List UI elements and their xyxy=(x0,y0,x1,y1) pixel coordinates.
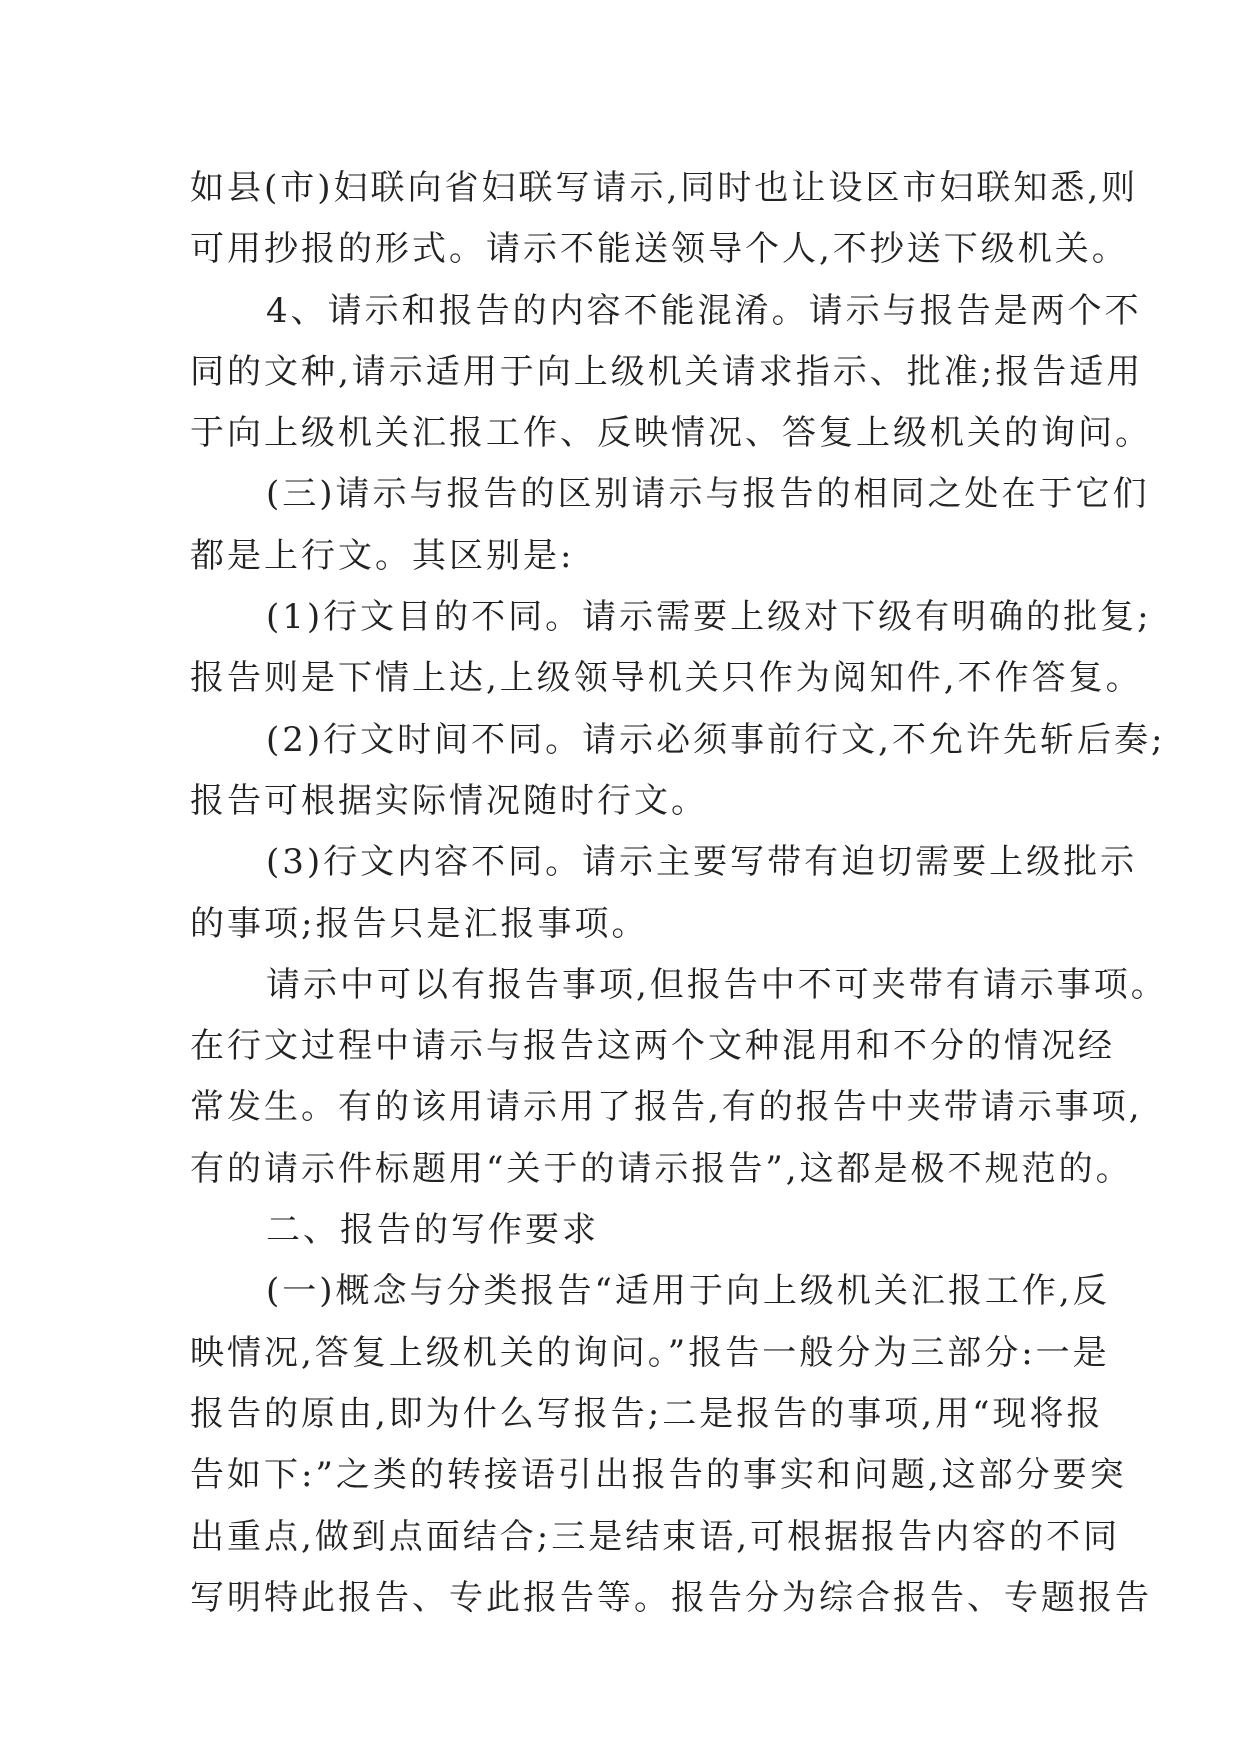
text-line: 于向上级机关汇报工作、反映情况、答复上级机关的询问。 xyxy=(190,413,1152,454)
text-line: 的事项;报告只是汇报事项。 xyxy=(190,903,649,944)
text-line: 有的请示件标题用“关于的请示报告”,这都是极不规范的。 xyxy=(190,1148,1133,1189)
text-line: 都是上行文。其区别是: xyxy=(190,535,575,576)
document-body xyxy=(190,158,1168,1629)
text-line: 出重点,做到点面结合;三是结束语,可根据报告内容的不同 xyxy=(190,1516,1121,1557)
text-line: 写明特此报告、专此报告等。报告分为综合报告、专题报告 xyxy=(190,1577,1152,1618)
section-heading: 二、报告的写作要求 xyxy=(266,1210,599,1251)
text-line: 报告可根据实际情况随时行文。 xyxy=(190,780,708,821)
text-line: 常发生。有的该用请示用了报告,有的报告中夹带请示事项, xyxy=(190,1087,1143,1128)
text-line: 请示中可以有报告事项,但报告中不可夹带有请示事项。 xyxy=(266,964,1168,1005)
text-line: 报告的原由,即为什么写报告;二是报告的事项,用“现将报 xyxy=(190,1393,1104,1434)
text-line: (1)行文目的不同。请示需要上级对下级有明确的批复; xyxy=(266,597,1152,638)
text-line: 报告则是下情上达,上级领导机关只作为阅知件,不作答复。 xyxy=(190,658,1143,699)
text-line: (三)请示与报告的区别请示与报告的相同之处在于它们 xyxy=(266,474,1150,515)
text-line: 如县(市)妇联向省妇联写请示,同时也让设区市妇联知悉,则 xyxy=(190,168,1139,208)
text-line: 4、请示和报告的内容不能混淆。请示与报告是两个不 xyxy=(266,290,1142,331)
text-line: (2)行文时间不同。请示必须事前行文,不允许先斩后奏; xyxy=(266,719,1166,760)
text-line: (3)行文内容不同。请示主要写带有迫切需要上级批示 xyxy=(266,842,1138,883)
text-line: (一)概念与分类报告“适用于向上级机关汇报工作,反 xyxy=(266,1271,1110,1312)
text-line: 可用抄报的形式。请示不能送领导个人,不抄送下级机关。 xyxy=(190,229,1129,270)
text-line: 告如下:”之类的转接语引出报告的事实和问题,这部分要突 xyxy=(190,1455,1127,1496)
text-line: 映情况,答复上级机关的询问。”报告一般分为三部分:一是 xyxy=(190,1332,1110,1373)
text-line: 同的文种,请示适用于向上级机关请求指示、批准;报告适用 xyxy=(190,351,1144,392)
text-line: 在行文过程中请示与报告这两个文种混用和不分的情况经 xyxy=(190,1026,1115,1067)
